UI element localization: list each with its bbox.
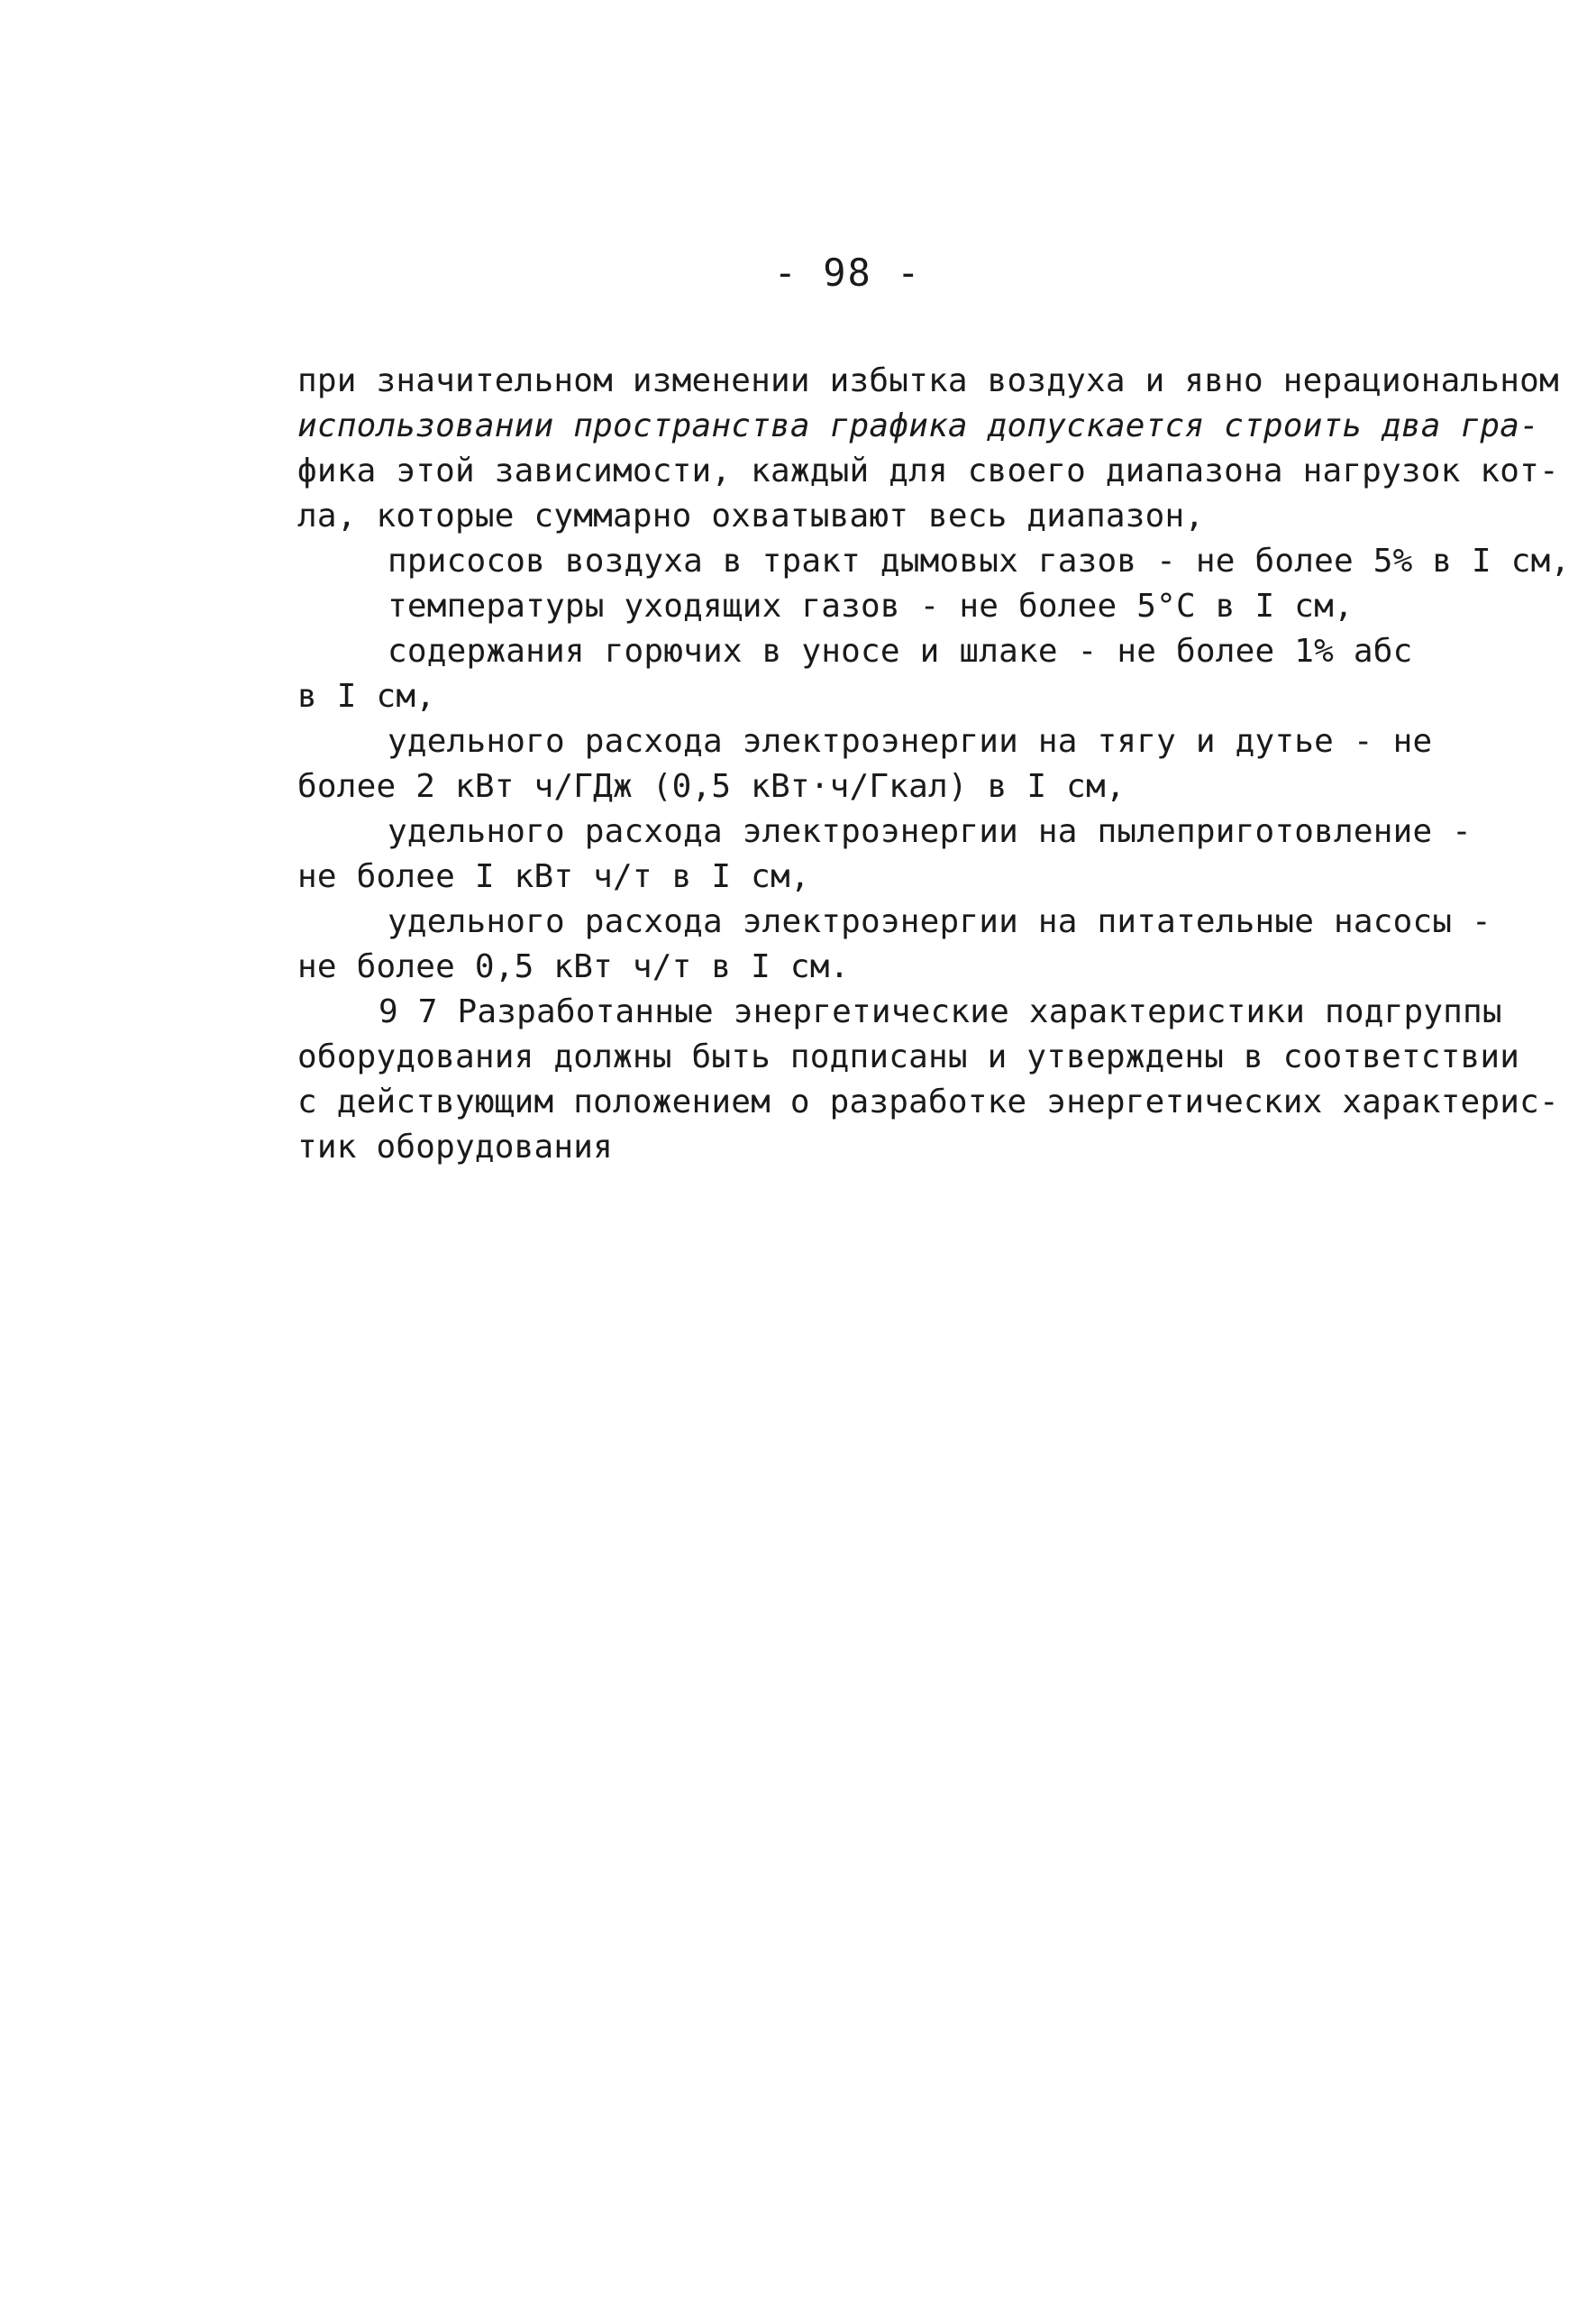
text-line: фика этой зависимости, каждый для своего диапазона нагрузок кот- [297, 453, 1559, 489]
text-line: с действующим положением о разработке энергетических характерис- [297, 1084, 1559, 1120]
text-line: не более I кВт ч/т в I см, [297, 858, 810, 895]
page-number: - 98 - [773, 251, 922, 295]
text-line: при значительном изменении избытка воздуха и явно нерациональном [297, 362, 1559, 399]
text-line: 9 7 Разработанные энергетические характеристики подгруппы [378, 993, 1502, 1030]
text-line: удельного расхода электроэнергии на пылеприготовление - [388, 813, 1473, 850]
text-line: удельного расхода электроэнергии на питательные насосы - [388, 903, 1491, 940]
text-line: содержания горючих в уносе и шлаке - не более 1% абс [388, 633, 1413, 670]
text-line: более 2 кВт ч/ГДж (0,5 кВт·ч/Гкал) в I см, [297, 768, 1126, 805]
text-line: присосов воздуха в тракт дымовых газов - не более 5% в I см, [388, 543, 1571, 580]
text-line: использовании пространства графика допускается строить два гра- [297, 407, 1540, 444]
text-line: удельного расхода электроэнергии на тягу и дутье - не [388, 723, 1433, 760]
text-line: температуры уходящих газов - не более 5°С в I см, [388, 588, 1354, 625]
text-line: не более 0,5 кВт ч/т в I см. [297, 948, 850, 985]
text-line: ла, которые суммарно охватывают весь диапазон, [297, 498, 1205, 535]
text-line: тик оборудования [297, 1129, 613, 1166]
text-line: оборудования должны быть подписаны и утверждены в соответствии [297, 1038, 1520, 1075]
text-line: в I см, [297, 678, 436, 715]
